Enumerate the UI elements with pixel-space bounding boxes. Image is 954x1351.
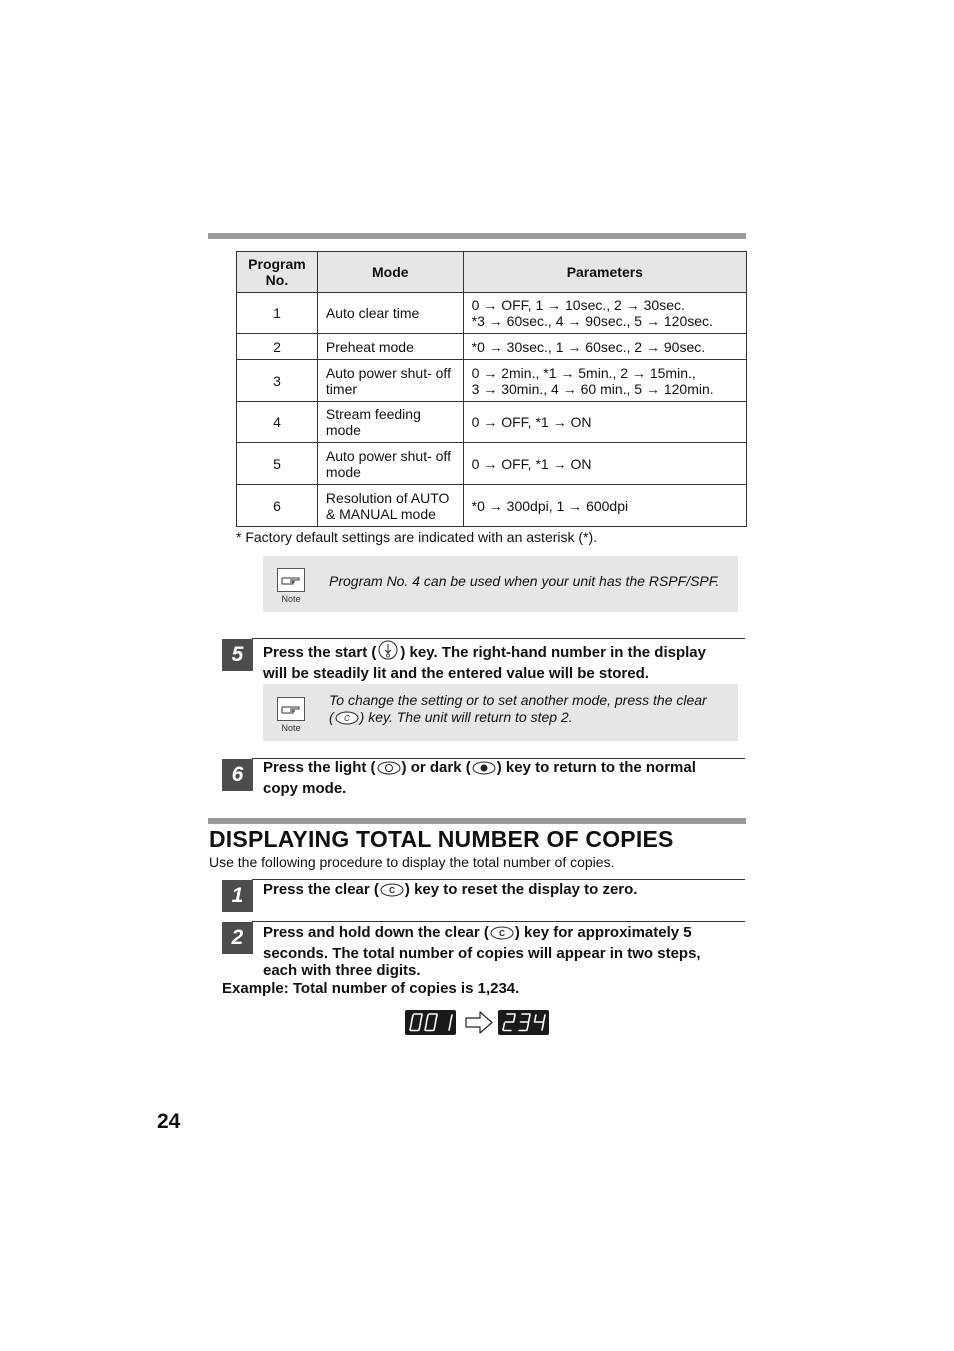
lcd-segment xyxy=(451,1015,453,1022)
cell-params xyxy=(463,485,746,527)
lcd-segment xyxy=(535,1015,537,1022)
table-row xyxy=(237,443,747,485)
param-line: 0 → OFF, 1 → 10sec., 2 → 30sec. xyxy=(471,297,685,313)
param-line: 0 → 2min., *1 → 5min., 2 → 15min., xyxy=(471,364,696,381)
param-line: 0 → OFF, *1 → ON xyxy=(471,414,592,430)
lcd-segment xyxy=(544,1015,546,1022)
cell-no: 4 xyxy=(237,402,318,443)
step-5-number: 5 xyxy=(222,639,253,671)
step-6-text-d: copy mode. xyxy=(263,779,347,797)
lcd-segment xyxy=(529,1015,531,1022)
step-2-number: 2 xyxy=(222,922,253,954)
table-row xyxy=(237,293,747,334)
top-rule xyxy=(208,233,746,239)
step-2-rule xyxy=(252,921,745,922)
header-program-no xyxy=(237,252,318,293)
clear-key-icon xyxy=(380,883,404,902)
step-1-text xyxy=(263,881,743,902)
mode-line: timer xyxy=(325,380,358,397)
cell-mode xyxy=(317,443,463,485)
step-2-text-c: seconds. The total number of copies will appear in two steps, xyxy=(263,944,701,962)
step-6-text-c: ) key to return to the normal xyxy=(496,759,696,776)
step-2-text-d: each with three digits. xyxy=(263,962,421,979)
table-footnote: * Factory default settings are indicated with an asterisk (*). xyxy=(236,529,598,545)
cell-no: 6 xyxy=(237,485,318,527)
header-parameters: Parameters xyxy=(463,252,746,293)
mode-line: mode xyxy=(325,422,361,438)
cell-mode xyxy=(317,334,463,360)
cell-params xyxy=(463,360,746,402)
example-text: Example: Total number of copies is 1,234. xyxy=(222,980,520,997)
svg-text:C: C xyxy=(389,886,395,895)
lcd-segment xyxy=(436,1015,438,1022)
lcd-segment xyxy=(503,1023,505,1030)
dark-key-icon xyxy=(472,761,496,780)
section-rule xyxy=(208,818,746,824)
cell-mode xyxy=(317,485,463,527)
step-1-text-b: ) key to reset the display to zero. xyxy=(404,881,638,898)
cell-mode xyxy=(317,402,463,443)
step-6-text-b: ) or dark ( xyxy=(401,759,471,776)
lcd-segment xyxy=(412,1015,414,1022)
table-row xyxy=(237,402,747,443)
param-line: 3 → 30min., 4 → 60 min., 5 → 120min. xyxy=(471,380,714,397)
mode-line: Stream feeding xyxy=(325,406,421,422)
note-hand-icon xyxy=(277,697,305,733)
lcd-display-first xyxy=(405,1010,456,1035)
lcd-digit xyxy=(410,1014,422,1031)
header-mode: Mode xyxy=(317,252,463,293)
note-box-2 xyxy=(263,684,738,741)
svg-text:C: C xyxy=(499,929,505,938)
cell-no: 3 xyxy=(237,360,318,402)
header-program-no-l1: Program xyxy=(248,256,306,272)
right-arrow-icon xyxy=(464,1010,494,1035)
table-row xyxy=(237,485,747,527)
lcd-digit xyxy=(449,1015,452,1030)
note-text: Program No. 4 can be used when your unit has the RSPF/SPF. xyxy=(329,573,720,589)
cell-no: 2 xyxy=(237,334,318,360)
lcd-segment xyxy=(434,1023,436,1030)
cell-params xyxy=(463,443,746,485)
lcd-segment xyxy=(542,1023,544,1030)
step-1-text-a: Press the clear ( xyxy=(263,881,379,898)
mode-line: Auto power shut- off xyxy=(325,447,451,464)
header-program-no-l2: No. xyxy=(265,272,289,288)
light-key-icon xyxy=(377,761,401,780)
param-line: *3 → 60sec., 4 → 90sec., 5 → 120sec. xyxy=(471,313,713,329)
cell-params xyxy=(463,402,746,443)
mode-line: Preheat mode xyxy=(325,338,414,355)
section-title: DISPLAYING TOTAL NUMBER OF COPIES xyxy=(209,826,674,852)
mode-line: Resolution of AUTO xyxy=(325,489,450,506)
mode-line: mode xyxy=(325,463,361,480)
cell-params xyxy=(463,293,746,334)
table-row xyxy=(237,334,747,360)
cell-no: 1 xyxy=(237,293,318,334)
step-2-text xyxy=(263,924,743,980)
cell-mode xyxy=(317,293,463,334)
lcd-digit xyxy=(519,1014,530,1031)
cell-params xyxy=(463,334,746,360)
clear-key-icon xyxy=(335,711,359,729)
step-2-text-a: Press and hold down the clear ( xyxy=(263,924,489,941)
step-1-number: 1 xyxy=(222,880,253,912)
note-label: Note xyxy=(281,594,301,604)
lcd-segment xyxy=(527,1023,529,1030)
clear-key-icon xyxy=(490,926,514,945)
step-6-text xyxy=(263,759,743,797)
step-5-text-b: ) key. The right-hand number in the display xyxy=(400,644,706,661)
cell-mode xyxy=(317,360,463,402)
note-2-line-1: To change the setting or to set another mode, press the clear xyxy=(329,692,707,708)
note-label: Note xyxy=(281,723,301,733)
step-5-rule xyxy=(252,638,745,639)
lcd-display-second xyxy=(498,1010,549,1035)
mode-line: Auto clear time xyxy=(325,305,420,321)
lcd-digit xyxy=(535,1015,546,1030)
table-row xyxy=(237,360,747,402)
note-2-line-2b: ) key. The unit will return to step 2. xyxy=(359,709,573,725)
cell-no: 5 xyxy=(237,443,318,485)
step-6-number: 6 xyxy=(222,759,253,791)
step-5-text-c: will be steadily lit and the entered value will be stored. xyxy=(263,664,649,682)
lcd-digit xyxy=(503,1014,515,1031)
note-box-1 xyxy=(263,556,738,612)
lcd-segment xyxy=(410,1023,412,1030)
lcd-segment xyxy=(449,1023,451,1030)
page-number: 24 xyxy=(157,1110,181,1133)
note-hand-icon xyxy=(277,568,305,604)
step-5-text-a: Press the start ( xyxy=(263,644,377,661)
note-2-line-2a: ( xyxy=(329,709,334,725)
mode-line: & MANUAL mode xyxy=(325,505,436,522)
param-line: *0 → 30sec., 1 → 60sec., 2 → 90sec. xyxy=(471,338,706,355)
section-subtitle: Use the following procedure to display the total number of copies. xyxy=(209,854,615,870)
lcd-segment xyxy=(514,1015,516,1022)
param-line: *0 → 300dpi, 1 → 600dpi xyxy=(471,497,629,514)
table-header-row xyxy=(237,252,747,293)
step-5-text xyxy=(263,640,743,682)
lcd-segment xyxy=(427,1015,429,1022)
step-1-rule xyxy=(252,879,745,880)
step-6-text-a: Press the light ( xyxy=(263,759,376,776)
program-table xyxy=(236,251,747,527)
param-line: 0 → OFF, *1 → ON xyxy=(471,455,592,472)
mode-line: Auto power shut- off xyxy=(325,364,451,381)
lcd-segment xyxy=(419,1023,421,1030)
start-key-icon xyxy=(377,640,399,665)
step-2-text-b: ) key for approximately 5 xyxy=(514,924,692,941)
lcd-segment xyxy=(425,1023,427,1030)
note-text xyxy=(329,692,707,729)
lcd-segment xyxy=(421,1015,423,1022)
svg-text:C: C xyxy=(343,714,350,723)
lcd-digit xyxy=(425,1014,437,1031)
